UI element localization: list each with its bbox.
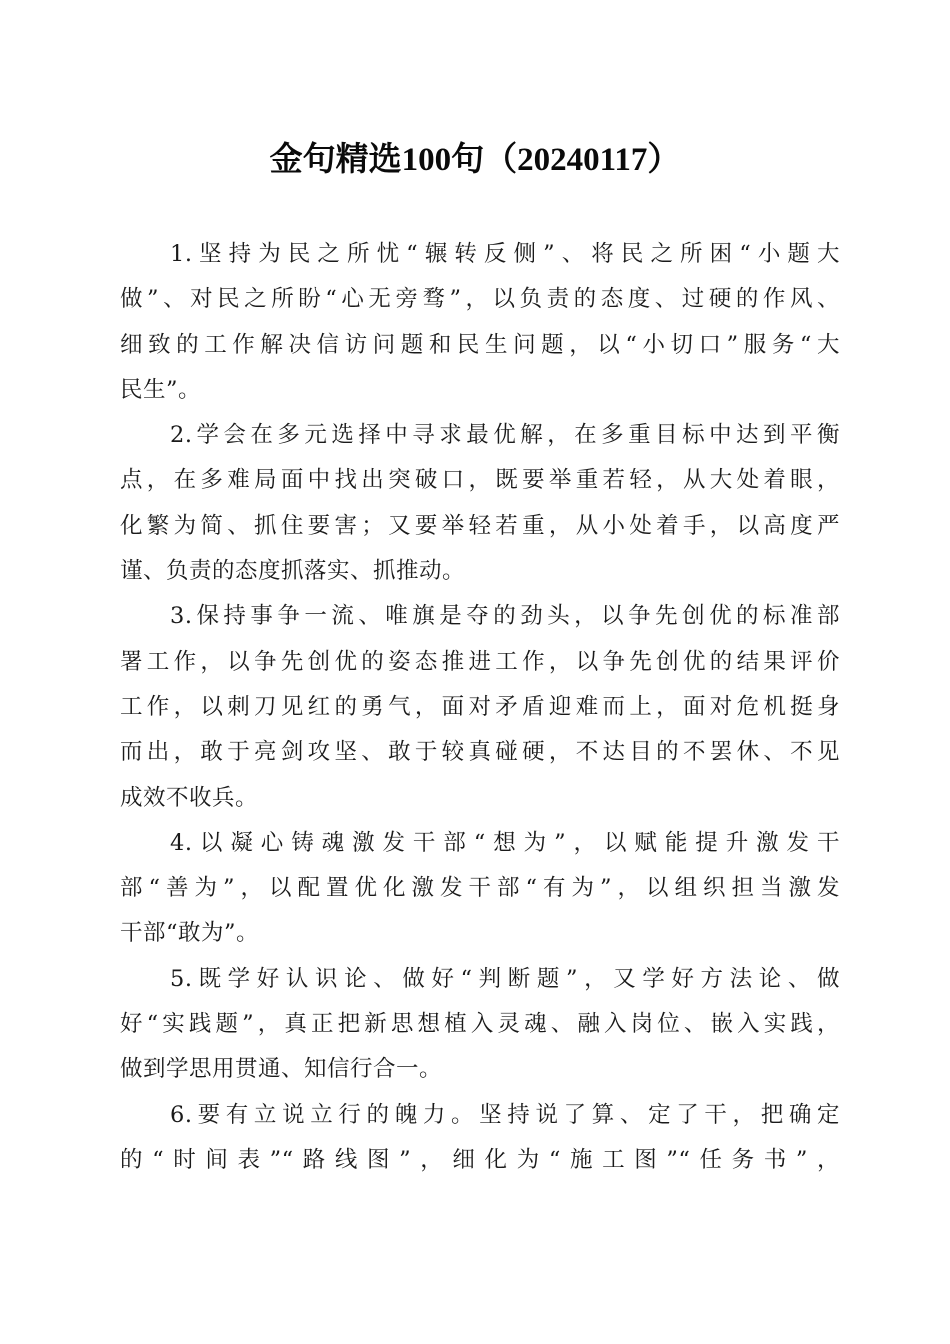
paragraph-line: 民生”。 xyxy=(120,376,202,403)
paragraph-line: 化繁为简、抓住要害；又要举轻若重，从小处着手，以高度严 xyxy=(120,512,840,539)
paragraph-line: 署工作，以争先创优的姿态推进工作，以争先创优的结果评价 xyxy=(120,648,840,675)
paragraph-line: 部“善为”，以配置优化激发干部“有为”，以组织担当激发 xyxy=(120,875,840,902)
paragraph-6 xyxy=(120,1093,840,1184)
paragraph-3 xyxy=(120,594,840,820)
paragraph-line: 点，在多难局面中找出突破口，既要举重若轻，从大处着眼， xyxy=(120,467,840,494)
paragraph-line: 6.要有立说立行的魄力。坚持说了算、定了干，把确定 xyxy=(170,1101,840,1128)
paragraph-line: 做到学思用贯通、知信行合一。 xyxy=(120,1056,443,1083)
paragraph-line: 1.坚持为民之所忧“辗转反侧”、将民之所困“小题大 xyxy=(170,241,840,267)
paragraph-line: 5.既学好认识论、做好“判断题”，又学好方法论、做 xyxy=(170,965,840,992)
paragraph-line: 的“时间表”“路线图”，细化为“施工图”“任务书”， xyxy=(120,1146,840,1173)
paragraph-line: 谨、负责的态度抓落实、抓推动。 xyxy=(120,558,466,585)
paragraph-4 xyxy=(120,821,840,957)
paragraph-line: 3.保持事争一流、唯旗是夺的劲头，以争先创优的标准部 xyxy=(170,603,840,630)
document-title: 金句精选100句（20240117） xyxy=(269,142,681,178)
paragraph-2 xyxy=(120,413,840,594)
document-body xyxy=(120,232,840,1183)
paragraph-line: 细致的工作解决信访问题和民生问题，以“小切口”服务“大 xyxy=(120,331,840,358)
paragraph-line: 4.以凝心铸魂激发干部“想为”，以赋能提升激发干 xyxy=(170,829,840,856)
paragraph-1 xyxy=(120,232,840,413)
paragraph-line: 干部“敢为”。 xyxy=(120,920,260,947)
paragraph-line: 而出，敢于亮剑攻坚、敢于较真碰硬，不达目的不罢休、不见 xyxy=(120,739,840,766)
paragraph-line: 好“实践题”，真正把新思想植入灵魂、融入岗位、嵌入实践， xyxy=(120,1011,840,1038)
paragraph-5 xyxy=(120,957,840,1093)
paragraph-line: 做”、对民之所盼“心无旁骛”，以负责的态度、过硬的作风、 xyxy=(120,286,840,313)
paragraph-line: 工作，以刺刀见红的勇气，面对矛盾迎难而上，面对危机挺身 xyxy=(120,693,840,720)
paragraph-line: 2.学会在多元选择中寻求最优解，在多重目标中达到平衡 xyxy=(170,422,840,449)
paragraph-line: 成效不收兵。 xyxy=(120,784,259,811)
